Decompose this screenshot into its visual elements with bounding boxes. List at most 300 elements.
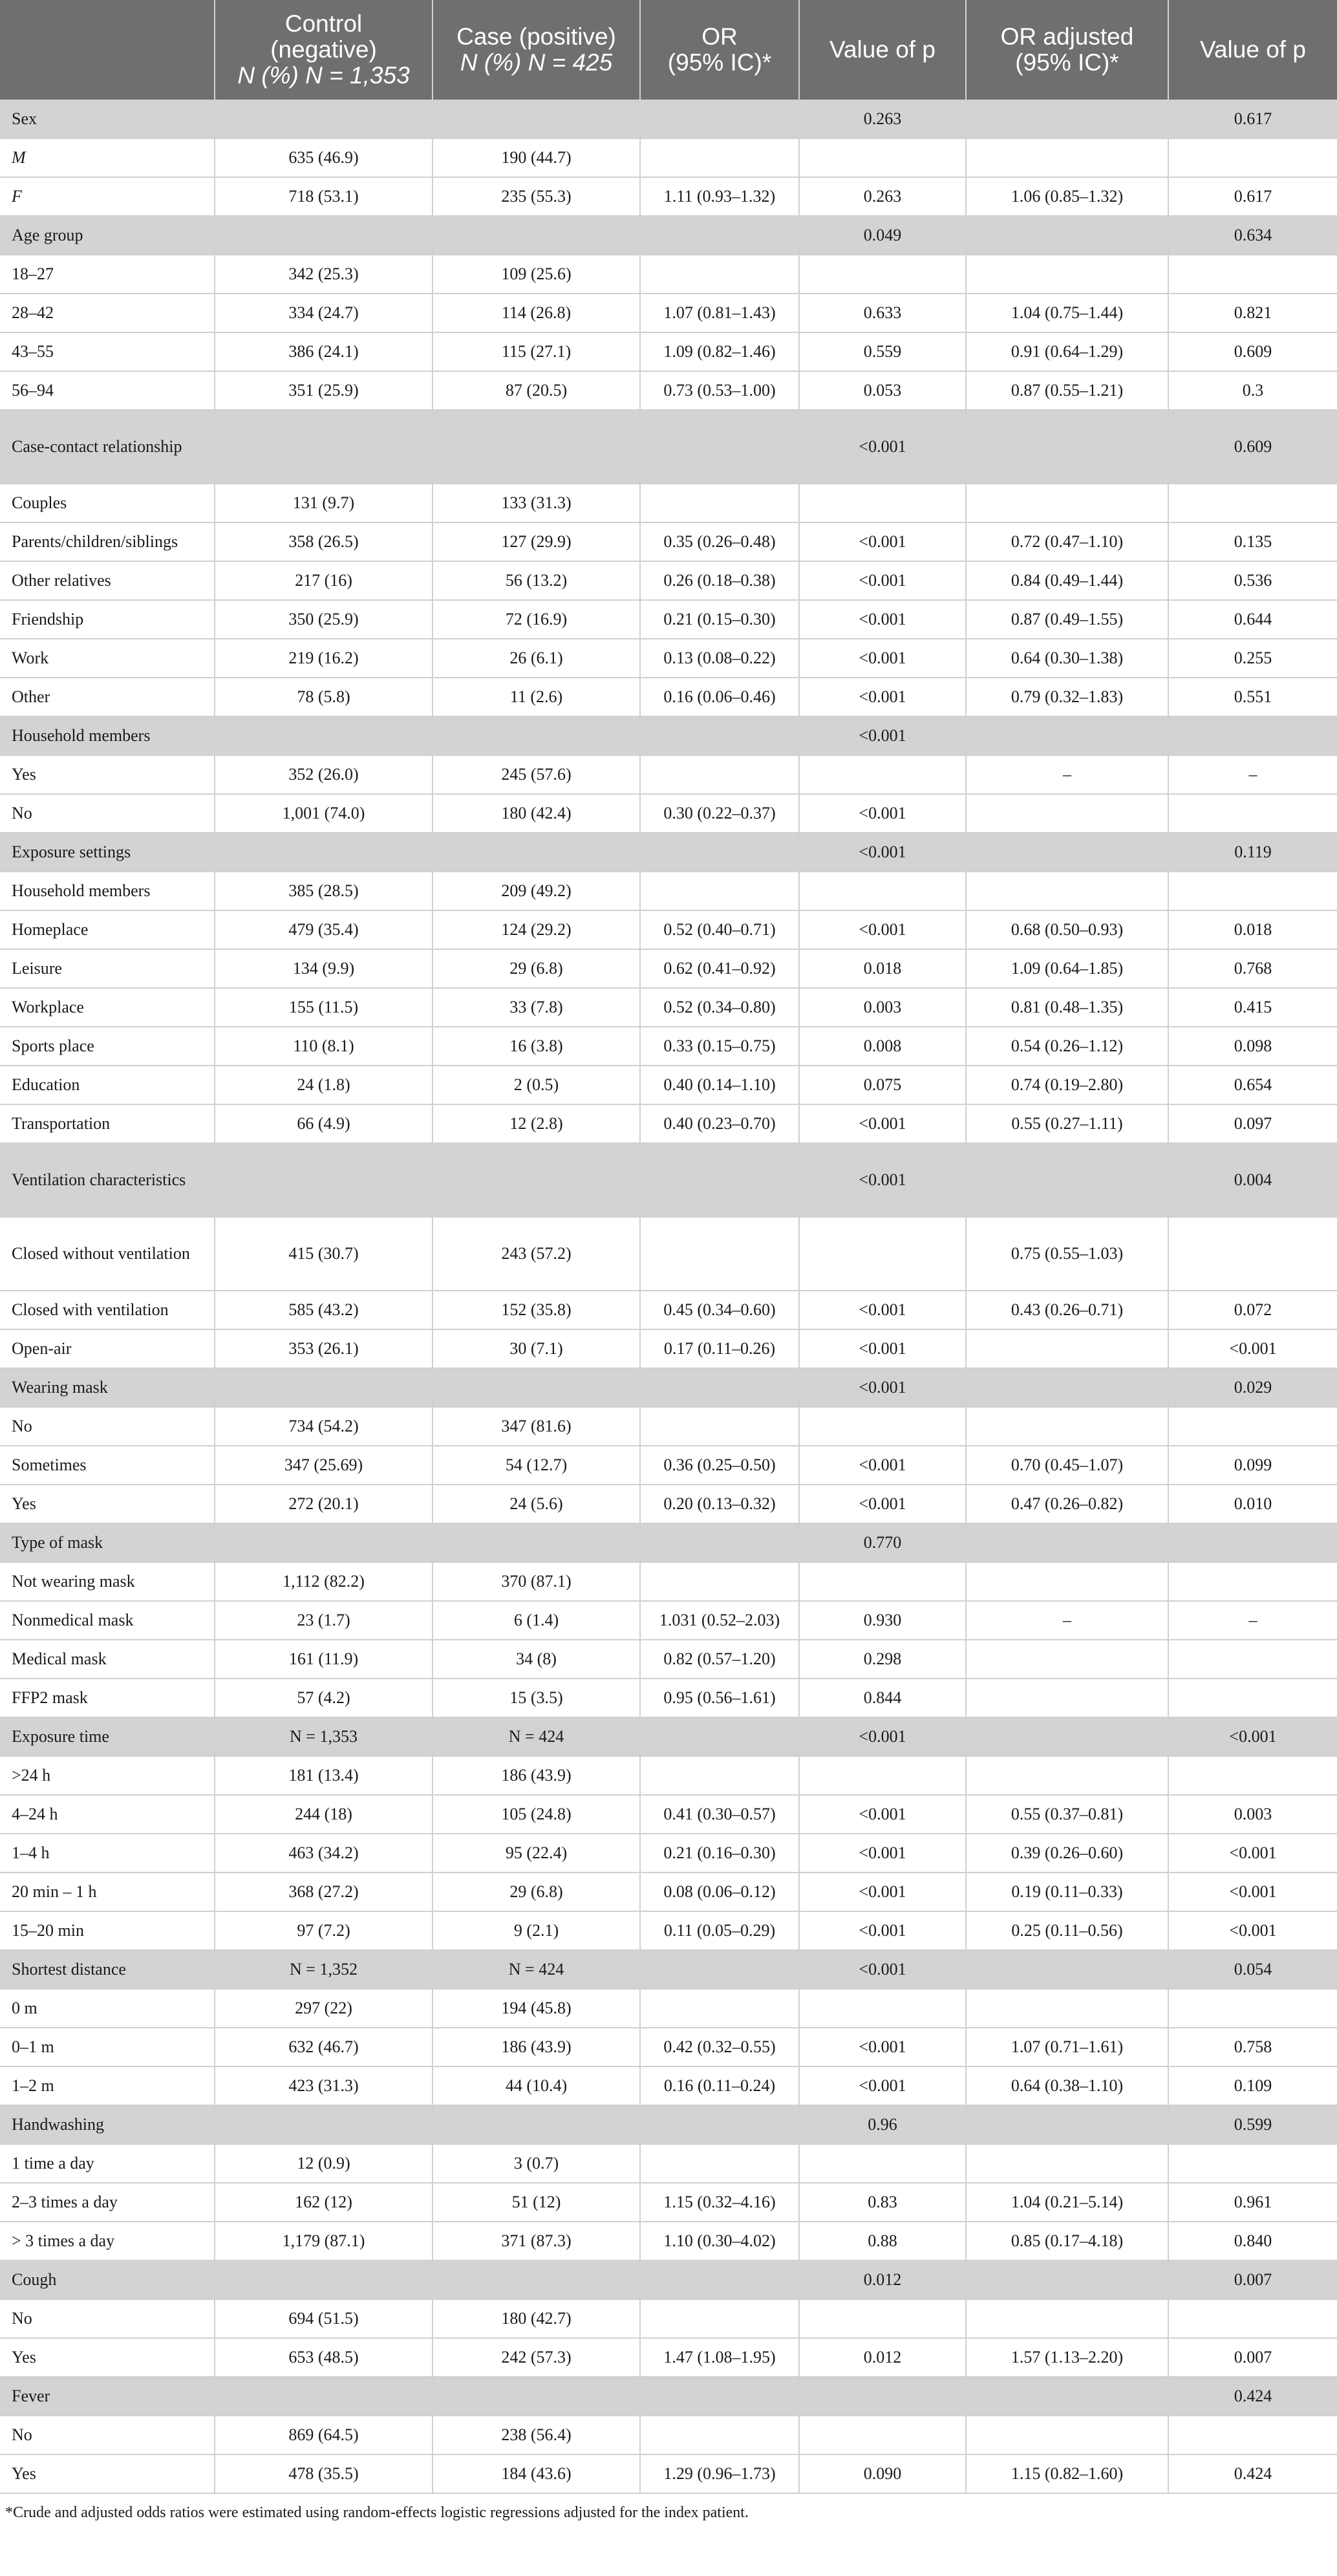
variable-cell: Household members [0,716,215,755]
or-cell [640,100,799,138]
p-value-cell [799,2299,966,2338]
or-cell: 0.52 (0.34–0.80) [640,988,799,1027]
p-value-cell: 0.96 [799,2105,966,2144]
case-cell [433,2260,640,2299]
section-row [0,1950,1337,1989]
variable-cell: No [0,2416,215,2454]
or-adjusted-cell: 0.47 (0.26–0.82) [966,1485,1168,1523]
p-value-adjusted-cell [1168,2416,1337,2454]
p-value-cell [799,1989,966,2028]
case-cell: 51 (12) [433,2183,640,2222]
p-value-adjusted-cell: 0.004 [1168,1143,1337,1217]
case-cell: 152 (35.8) [433,1291,640,1329]
p-value-cell: 0.844 [799,1679,966,1717]
or-adjusted-cell [966,2105,1168,2144]
case-cell: 54 (12.7) [433,1446,640,1485]
or-cell: 0.21 (0.16–0.30) [640,1834,799,1873]
case-cell [433,100,640,138]
p-value-adjusted-cell [1168,794,1337,833]
p-value-adjusted-cell [1168,1756,1337,1795]
or-cell: 0.08 (0.06–0.12) [640,1873,799,1911]
table-header [0,0,1337,100]
control-cell: 155 (11.5) [215,988,433,1027]
variable-cell: 15–20 min [0,1911,215,1950]
or-adjusted-cell: 0.87 (0.55–1.21) [966,371,1168,410]
control-cell: 694 (51.5) [215,2299,433,2338]
p-value-adjusted-cell [1168,716,1337,755]
or-cell: 1.29 (0.96–1.73) [640,2454,799,2493]
variable-cell: M [0,138,215,177]
or-adjusted-cell [966,1407,1168,1446]
or-adjusted-cell: 0.84 (0.49–1.44) [966,561,1168,600]
or-adjusted-cell: 0.39 (0.26–0.60) [966,1834,1168,1873]
variable-cell: 4–24 h [0,1795,215,1834]
p-value-adjusted-cell: – [1168,1601,1337,1640]
table-row [0,1911,1337,1950]
table-row [0,1640,1337,1679]
or-cell: 0.82 (0.57–1.20) [640,1640,799,1679]
p-value-adjusted-cell: 0.617 [1168,177,1337,216]
p-value-adjusted-cell: 0.255 [1168,639,1337,678]
or-adjusted-cell: – [966,1601,1168,1640]
or-adjusted-cell [966,1368,1168,1407]
table-row [0,872,1337,910]
variable-cell: Type of mask [0,1523,215,1562]
variable-cell: Education [0,1066,215,1104]
table-row [0,2222,1337,2260]
p-value-cell: <0.001 [799,600,966,639]
or-cell: 1.47 (1.08–1.95) [640,2338,799,2377]
control-cell: 161 (11.9) [215,1640,433,1679]
table-row [0,988,1337,1027]
case-cell: 6 (1.4) [433,1601,640,1640]
p-value-cell: 0.012 [799,2260,966,2299]
or-adjusted-cell: 0.81 (0.48–1.35) [966,988,1168,1027]
variable-cell: Workplace [0,988,215,1027]
case-cell: 243 (57.2) [433,1217,640,1291]
table-row [0,1756,1337,1795]
or-adjusted-cell [966,2144,1168,2183]
or-adjusted-cell: – [966,755,1168,794]
table-row [0,1795,1337,1834]
variable-cell: F [0,177,215,216]
case-cell: 115 (27.1) [433,332,640,371]
variable-cell: Couples [0,484,215,522]
table-row [0,522,1337,561]
variable-cell: 28–42 [0,294,215,332]
header-or [640,0,799,100]
p-value-adjusted-cell: <0.001 [1168,1717,1337,1756]
control-cell [215,1143,433,1217]
or-cell [640,1989,799,2028]
control-cell: 23 (1.7) [215,1601,433,1640]
variable-cell: Work [0,639,215,678]
p-value-cell: <0.001 [799,1446,966,1485]
or-cell [640,484,799,522]
p-value-cell: 0.012 [799,2338,966,2377]
or-adjusted-cell [966,1523,1168,1562]
header-or-line1: OR [701,23,738,50]
p-value-cell: <0.001 [799,1143,966,1217]
case-cell: 3 (0.7) [433,2144,640,2183]
control-cell: 131 (9.7) [215,484,433,522]
table-row [0,2299,1337,2338]
control-cell: 110 (8.1) [215,1027,433,1066]
variable-cell: Leisure [0,949,215,988]
control-cell: 334 (24.7) [215,294,433,332]
section-row [0,1368,1337,1407]
case-cell: 184 (43.6) [433,2454,640,2493]
p-value-adjusted-cell: 0.536 [1168,561,1337,600]
case-cell [433,1523,640,1562]
table-row [0,1104,1337,1143]
table-row [0,1834,1337,1873]
p-value-adjusted-cell: <0.001 [1168,1329,1337,1368]
or-adjusted-cell [966,255,1168,294]
case-cell: 95 (22.4) [433,1834,640,1873]
p-value-adjusted-cell: 0.029 [1168,1368,1337,1407]
table-row [0,755,1337,794]
or-adjusted-cell [966,1989,1168,2028]
section-row [0,216,1337,255]
p-value-adjusted-cell: <0.001 [1168,1911,1337,1950]
case-cell: 238 (56.4) [433,2416,640,2454]
case-cell: 235 (55.3) [433,177,640,216]
table-row [0,1329,1337,1368]
or-cell [640,872,799,910]
p-value-adjusted-cell: 0.072 [1168,1291,1337,1329]
p-value-adjusted-cell: 0.654 [1168,1066,1337,1104]
variable-cell: Sometimes [0,1446,215,1485]
control-cell: N = 1,352 [215,1950,433,1989]
section-row [0,2105,1337,2144]
or-cell [640,1217,799,1291]
control-cell: 162 (12) [215,2183,433,2222]
table-row [0,484,1337,522]
table-row [0,1407,1337,1446]
p-value-cell: <0.001 [799,2028,966,2066]
or-cell: 1.11 (0.93–1.32) [640,177,799,216]
table-row [0,294,1337,332]
or-cell: 0.73 (0.53–1.00) [640,371,799,410]
control-cell: 635 (46.9) [215,138,433,177]
p-value-adjusted-cell: 0.424 [1168,2377,1337,2416]
variable-cell: Closed with ventilation [0,1291,215,1329]
control-cell: 653 (48.5) [215,2338,433,2377]
or-adjusted-cell: 0.74 (0.19–2.80) [966,1066,1168,1104]
table-row [0,1066,1337,1104]
or-adjusted-cell: 0.64 (0.30–1.38) [966,639,1168,678]
variable-cell: No [0,2299,215,2338]
control-cell [215,2105,433,2144]
or-adjusted-cell [966,1756,1168,1795]
or-cell [640,410,799,484]
case-cell: 11 (2.6) [433,678,640,716]
variable-cell: Open-air [0,1329,215,1368]
header-row [0,0,1337,100]
case-cell: 186 (43.9) [433,2028,640,2066]
header-control-line3: N (%) N = 1,353 [237,62,410,89]
table-row [0,910,1337,949]
variable-cell: Other [0,678,215,716]
control-cell: 342 (25.3) [215,255,433,294]
or-cell: 0.16 (0.11–0.24) [640,2066,799,2105]
p-value-adjusted-cell: 0.135 [1168,522,1337,561]
p-value-cell: <0.001 [799,1104,966,1143]
or-adjusted-cell [966,138,1168,177]
control-cell: 78 (5.8) [215,678,433,716]
or-cell [640,255,799,294]
variable-cell: Homeplace [0,910,215,949]
or-adjusted-cell: 1.06 (0.85–1.32) [966,177,1168,216]
header-control-line1: Control [284,10,363,37]
control-cell: 97 (7.2) [215,1911,433,1950]
or-cell: 0.45 (0.34–0.60) [640,1291,799,1329]
p-value-cell: <0.001 [799,1834,966,1873]
control-cell: 585 (43.2) [215,1291,433,1329]
or-adjusted-cell: 0.55 (0.27–1.11) [966,1104,1168,1143]
or-cell: 0.11 (0.05–0.29) [640,1911,799,1950]
or-adjusted-cell [966,100,1168,138]
case-cell [433,410,640,484]
variable-cell: No [0,794,215,833]
p-value-adjusted-cell: 0.007 [1168,2338,1337,2377]
case-cell: 180 (42.4) [433,794,640,833]
or-cell [640,755,799,794]
header-control [215,0,433,100]
p-value-cell [799,755,966,794]
variable-cell: 18–27 [0,255,215,294]
table-row [0,138,1337,177]
section-row [0,2377,1337,2416]
variable-cell: 20 min – 1 h [0,1873,215,1911]
variable-cell: Sports place [0,1027,215,1066]
p-value-adjusted-cell: 0.098 [1168,1027,1337,1066]
p-value-cell: <0.001 [799,2066,966,2105]
or-cell: 1.031 (0.52–2.03) [640,1601,799,1640]
variable-cell: Exposure time [0,1717,215,1756]
case-cell [433,216,640,255]
p-value-adjusted-cell: 0.840 [1168,2222,1337,2260]
or-adjusted-cell: 0.91 (0.64–1.29) [966,332,1168,371]
or-cell [640,2416,799,2454]
or-cell [640,1756,799,1795]
or-adjusted-cell: 0.55 (0.37–0.81) [966,1795,1168,1834]
table-row [0,177,1337,216]
case-cell [433,833,640,872]
case-cell [433,2105,640,2144]
p-value-adjusted-cell [1168,484,1337,522]
or-cell: 0.52 (0.40–0.71) [640,910,799,949]
header-case-line1: Case (positive) [456,23,616,50]
p-value-cell: 0.88 [799,2222,966,2260]
p-value-cell: 0.263 [799,177,966,216]
case-cell: 180 (42.7) [433,2299,640,2338]
variable-cell: Cough [0,2260,215,2299]
or-cell [640,2144,799,2183]
table-footnote: *Crude and adjusted odds ratios were estimated using random-effects logistic regressions adjusted for the index patient. [5,2504,749,2521]
p-value-cell: 0.008 [799,1027,966,1066]
table-row [0,371,1337,410]
control-cell: 423 (31.3) [215,2066,433,2105]
p-value-cell: <0.001 [799,1717,966,1756]
or-cell: 0.30 (0.22–0.37) [640,794,799,833]
case-cell: 26 (6.1) [433,639,640,678]
table-row [0,1217,1337,1291]
or-cell [640,1717,799,1756]
variable-cell: Yes [0,1485,215,1523]
p-value-adjusted-cell: 0.758 [1168,2028,1337,2066]
control-cell: 134 (9.9) [215,949,433,988]
control-cell: 272 (20.1) [215,1485,433,1523]
case-cell: 105 (24.8) [433,1795,640,1834]
table-row [0,1446,1337,1485]
p-value-cell: 0.075 [799,1066,966,1104]
variable-cell: Not wearing mask [0,1562,215,1601]
control-cell: 869 (64.5) [215,2416,433,2454]
case-cell: 30 (7.1) [433,1329,640,1368]
or-cell: 1.15 (0.32–4.16) [640,2183,799,2222]
section-row [0,1523,1337,1562]
or-adjusted-cell: 0.43 (0.26–0.71) [966,1291,1168,1329]
variable-cell: Closed without ventilation [0,1217,215,1291]
variable-cell: Nonmedical mask [0,1601,215,1640]
p-value-cell: 0.049 [799,216,966,255]
p-value-adjusted-cell: 0.054 [1168,1950,1337,1989]
variable-cell: Ventilation characteristics [0,1143,215,1217]
variable-cell: 2–3 times a day [0,2183,215,2222]
or-adjusted-cell [966,1562,1168,1601]
p-value-cell [799,484,966,522]
p-value-cell: <0.001 [799,1329,966,1368]
case-cell: 56 (13.2) [433,561,640,600]
p-value-adjusted-cell: 0.018 [1168,910,1337,949]
table-row [0,600,1337,639]
header-p-value: Value of p [799,0,966,100]
p-value-cell: 0.053 [799,371,966,410]
control-cell [215,2377,433,2416]
case-cell: 29 (6.8) [433,1873,640,1911]
p-value-adjusted-cell: 0.415 [1168,988,1337,1027]
case-cell: 194 (45.8) [433,1989,640,2028]
control-cell: 181 (13.4) [215,1756,433,1795]
case-cell: 186 (43.9) [433,1756,640,1795]
p-value-cell [799,1562,966,1601]
control-cell: 217 (16) [215,561,433,600]
p-value-cell [799,138,966,177]
p-value-adjusted-cell [1168,1679,1337,1717]
p-value-adjusted-cell: – [1168,755,1337,794]
control-cell: 1,112 (82.2) [215,1562,433,1601]
case-cell: 114 (26.8) [433,294,640,332]
p-value-cell: 0.633 [799,294,966,332]
p-value-adjusted-cell [1168,872,1337,910]
p-value-cell: <0.001 [799,716,966,755]
p-value-cell: <0.001 [799,522,966,561]
case-cell: 9 (2.1) [433,1911,640,1950]
or-adjusted-cell: 0.64 (0.38–1.10) [966,2066,1168,2105]
or-adjusted-cell [966,833,1168,872]
p-value-cell: <0.001 [799,1368,966,1407]
or-cell: 0.26 (0.18–0.38) [640,561,799,600]
p-value-adjusted-cell: 0.3 [1168,371,1337,410]
header-control-line2: (negative) [270,36,377,63]
or-adjusted-cell [966,1640,1168,1679]
p-value-cell: <0.001 [799,833,966,872]
or-adjusted-cell: 1.07 (0.71–1.61) [966,2028,1168,2066]
table-row [0,1601,1337,1640]
variable-cell: Shortest distance [0,1950,215,1989]
case-cell: 124 (29.2) [433,910,640,949]
or-cell: 1.07 (0.81–1.43) [640,294,799,332]
p-value-cell: 0.018 [799,949,966,988]
control-cell [215,1523,433,1562]
p-value-adjusted-cell: 0.634 [1168,216,1337,255]
table-row [0,2454,1337,2493]
or-adjusted-cell [966,716,1168,755]
p-value-cell: <0.001 [799,794,966,833]
p-value-cell: <0.001 [799,1911,966,1950]
or-cell [640,138,799,177]
case-cell: 109 (25.6) [433,255,640,294]
table-row [0,794,1337,833]
or-cell [640,2260,799,2299]
table-row [0,2066,1337,2105]
or-cell: 0.21 (0.15–0.30) [640,600,799,639]
or-adjusted-cell [966,794,1168,833]
or-cell [640,716,799,755]
control-cell: 219 (16.2) [215,639,433,678]
table-row [0,1291,1337,1329]
table-row [0,2144,1337,2183]
control-cell: 368 (27.2) [215,1873,433,1911]
control-cell [215,100,433,138]
p-value-adjusted-cell: 0.617 [1168,100,1337,138]
variable-cell: Sex [0,100,215,138]
case-cell: 245 (57.6) [433,755,640,794]
p-value-cell [799,2416,966,2454]
variable-cell: Fever [0,2377,215,2416]
variable-cell: Medical mask [0,1640,215,1679]
p-value-adjusted-cell [1168,1523,1337,1562]
or-cell: 0.20 (0.13–0.32) [640,1485,799,1523]
p-value-adjusted-cell: 0.007 [1168,2260,1337,2299]
case-cell: 209 (49.2) [433,872,640,910]
header-case [433,0,640,100]
or-cell [640,1523,799,1562]
case-cell: 370 (87.1) [433,1562,640,1601]
control-cell: 24 (1.8) [215,1066,433,1104]
or-adjusted-cell: 1.57 (1.13–2.20) [966,2338,1168,2377]
or-adjusted-cell: 1.09 (0.64–1.85) [966,949,1168,988]
variable-cell: Yes [0,2338,215,2377]
or-adjusted-cell [966,410,1168,484]
control-cell: 353 (26.1) [215,1329,433,1368]
or-adjusted-cell [966,2299,1168,2338]
case-cell: 34 (8) [433,1640,640,1679]
p-value-adjusted-cell: 0.551 [1168,678,1337,716]
p-value-adjusted-cell: <0.001 [1168,1873,1337,1911]
p-value-adjusted-cell [1168,1217,1337,1291]
or-cell: 0.40 (0.23–0.70) [640,1104,799,1143]
or-adjusted-cell: 0.87 (0.49–1.55) [966,600,1168,639]
table-row [0,1027,1337,1066]
p-value-adjusted-cell [1168,1407,1337,1446]
or-adjusted-cell [966,2377,1168,2416]
p-value-adjusted-cell [1168,138,1337,177]
control-cell: 12 (0.9) [215,2144,433,2183]
table-row [0,1485,1337,1523]
